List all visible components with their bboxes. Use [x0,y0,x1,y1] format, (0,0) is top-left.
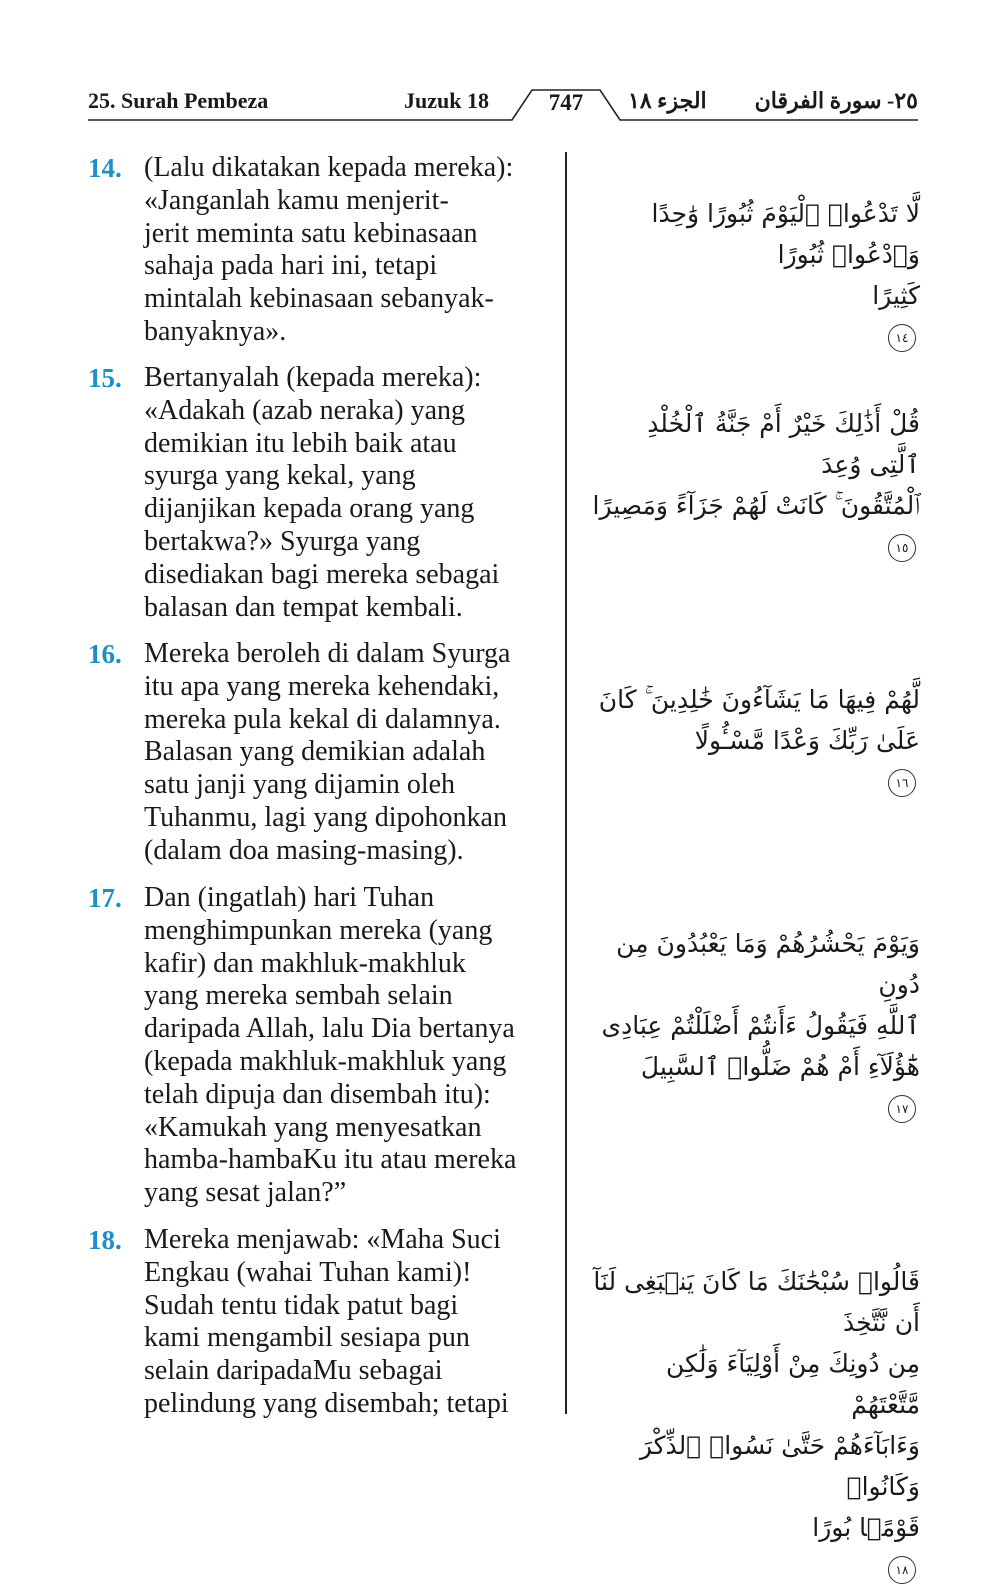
verse-text: Dan (ingatlah) hari Tuhan menghimpunkan mereka (yang kafir) dan makhluk-makhluk yang mereka sembah selain daripada Allah, lalu Dia bertanya (kepada makhluk-makhluk yang telah dipuja dan disembah itu): «Kamukah yang menyesatkan hamba-hambaKu itu atau mereka yang sesat jalan?” [144,882,517,1209]
ayah-number-marker: ١٨ [888,1556,916,1584]
verse-text: Bertanyalah (kepada mereka): «Adakah (azab neraka) yang demikian itu lebih baik atau syurga yang kekal, yang dijanjikan kepada orang yang bertakwa?» Syurga yang disediakan bagi mereka sebagai balasan dan tempat kembali. [144,362,500,623]
arabic-text: وَيَوْمَ يَحْشُرُهُمْ وَمَا يَعْبُدُونَ مِن دُونِ ٱللَّهِ فَيَقُولُ ءَأَنتُمْ أَضْلَلْتُمْ عِبَادِى هَٰٓؤُلَآءِ أَمْ هُمْ ضَلُّوا۟ ٱلسَّبِيلَ [601,929,920,1081]
page-header [88,84,918,124]
surah-title-arabic: ٢٥- سورة الفرقان [754,88,918,113]
arabic-text: لَّا تَدْعُوا۟ ٱلْيَوْمَ ثُبُورًا وَٰحِدًا وَٱدْعُوا۟ ثُبُورًا كَثِيرًا [651,199,920,310]
juz-label-arabic: الجزء ١٨ [628,88,707,113]
verse-text: (Lalu dikatakan kepada mereka): «Janganlah kamu menjerit- jerit meminta satu kebinasaan sahaja pada hari ini, tetapi mintalah kebinasaan sebanyak- banyaknya». [144,152,514,347]
verse-text: Mereka beroleh di dalam Syurga itu apa yang mereka kehendaki, mereka pula kekal di dalamnya. Balasan yang demikian adalah satu janji yang dijamin oleh Tuhanmu, lagi yang dipohonkan (dalam doa masing-masing). [144,638,511,866]
verse-number: 17. [88,883,122,913]
arabic-text: قُلْ أَذَٰلِكَ خَيْرٌ أَمْ جَنَّةُ ٱلْخُلْدِ ٱلَّتِى وُعِدَ ٱلْمُتَّقُونَ ۚ كَانَتْ لَهُمْ جَزَآءً وَمَصِيرًا [592,409,920,520]
ayah-number-marker: ١٦ [888,769,916,797]
page-number: 747 [548,90,584,115]
ayah-number-marker: ١٥ [888,534,916,562]
verse-number: 14. [88,153,122,183]
surah-title-latin: 25. Surah Pembeza [88,88,269,113]
column-divider [565,152,567,1414]
arabic-text: لَّهُمْ فِيهَا مَا يَشَآءُونَ خَٰلِدِينَ ۚ كَانَ عَلَىٰ رَبِّكَ وَعْدًا مَّسْـُٔولًا [598,685,920,755]
juz-label-latin: Juzuk 18 [404,88,489,113]
verse-number: 16. [88,639,122,669]
ayah-number-marker: ١٧ [888,1095,916,1123]
verse-text: Mereka menjawab: «Maha Suci Engkau (wahai Tuhan kami)! Sudah tentu tidak patut bagi kami mengambil sesiapa pun selain daripadaMu sebagai pelindung yang disembah; tetapi [144,1224,509,1419]
arabic-text: قَالُوا۟ سُبْحَٰنَكَ مَا كَانَ يَنۢبَغِى لَنَآ أَن نَّتَّخِذَ مِن دُونِكَ مِنْ أَوْلِيَآءَ وَلَٰكِن مَّتَّعْتَهُمْ وَءَابَآءَهُمْ حَتَّىٰ نَسُوا۟ ٱلذِّكْرَ وَكَانُوا۟ قَوْمًۢا بُورًا [593,1267,920,1542]
verse-15-arabic [590,362,920,567]
ayah-number-marker: ١٤ [888,324,916,352]
verse-14-arabic [590,152,920,357]
verse-number: 18. [88,1225,122,1255]
verse-18-arabic [590,1220,920,1589]
verse-16-arabic [590,638,920,802]
verse-17-arabic [590,882,920,1128]
verse-number: 15. [88,363,122,393]
